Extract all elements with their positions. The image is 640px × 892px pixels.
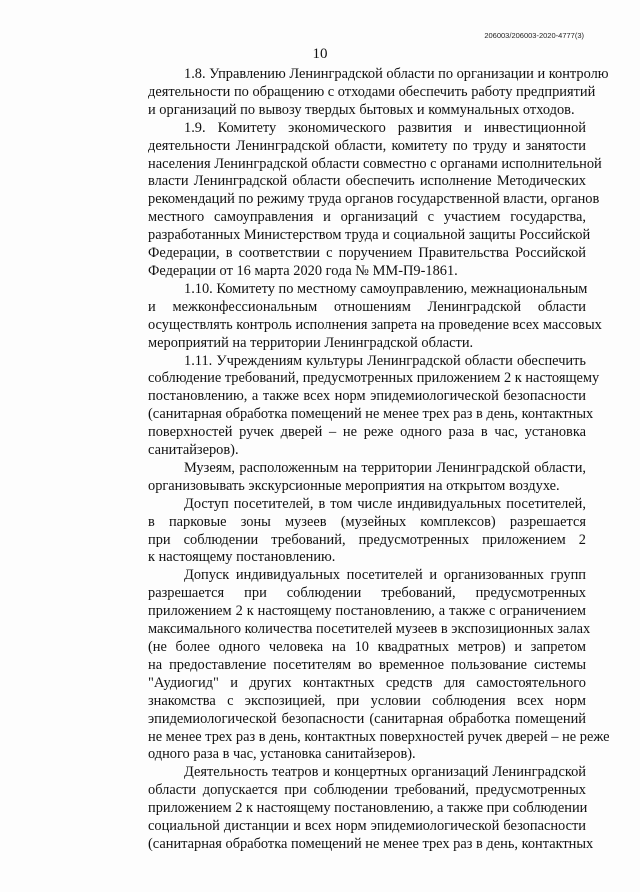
text-line: 1.11. Учреждениям культуры Ленинградской области обеспечить	[184, 352, 586, 369]
text-line: Музеям, расположенным на территории Ленинградской области,	[184, 459, 586, 476]
text-line: разработанных Министерством труда и социальной защиты Российской	[148, 227, 591, 244]
text-line: приложением 2 к настоящему постановлению, а также с ограничением	[148, 603, 586, 620]
text-line: приложением 2 к настоящему постановлению, а также при соблюдении	[148, 800, 588, 817]
text-line: деятельности по обращению с отходами обеспечить работу предприятий	[148, 83, 596, 100]
paragraph-group-admission	[112, 567, 610, 764]
text-line: постановлению, а также всех норм эпидемиологической безопасности	[148, 388, 586, 405]
text-line: Федерации, в соответствии с поручением Правительства Российской	[148, 245, 586, 262]
text-line: Допуск индивидуальных посетителей и организованных групп	[184, 567, 586, 584]
text-line: соблюдение требований, предусмотренных приложением 2 к настоящему	[148, 370, 600, 387]
paragraph-1-10	[112, 280, 602, 353]
text-line: деятельности Ленинградской области, комитету по труду и занятости	[148, 137, 586, 154]
text-line: поверхностей ручек дверей – не реже одного раза в час, установка	[148, 424, 586, 441]
text-line: Деятельность театров и концертных организаций Ленинградской	[184, 764, 586, 781]
text-line: знакомства с экспозицией, при условии соблюдения всех норм	[148, 692, 586, 709]
text-line: социальной дистанции и всех норм эпидемиологической безопасности	[148, 818, 586, 835]
text-line: Доступ посетителей, в том числе индивидуальных посетителей,	[184, 495, 586, 512]
text-line: в парковые зоны музеев (музейных комплексов) разрешается	[148, 513, 586, 530]
text-line: (санитарная обработка помещений не менее трех раз в день, контактных	[148, 835, 594, 852]
text-line: максимального количества посетителей музеев в экспозиционных залах	[148, 621, 591, 638]
text-line: Федерации от 16 марта 2020 года № ММ-П9-1861.	[148, 262, 458, 279]
paragraph-theatres	[112, 764, 594, 854]
text-line: организовывать экскурсионные мероприятия на открытом воздухе.	[148, 477, 560, 494]
page-number: 10	[312, 46, 328, 62]
text-line: области допускается при соблюдении требований, предусмотренных	[148, 782, 586, 799]
text-line: 1.9. Комитету экономического развития и инвестиционной	[184, 119, 586, 136]
paragraph-1-11	[112, 352, 600, 460]
text-line: не менее трех раз в день, контактных поверхностей ручек дверей – не реже	[148, 728, 610, 745]
text-line: разрешается при соблюдении требований, предусмотренных	[148, 585, 586, 602]
text-line: эпидемиологической безопасности (санитарная обработка помещений	[148, 710, 586, 727]
text-line: и организаций по вывозу твердых бытовых и коммунальных отходов.	[148, 101, 575, 118]
text-line: 1.10. Комитету по местному самоуправлению, межнациональным	[184, 280, 588, 297]
text-line: (не более одного человека на 10 квадратных метров) и запретом	[148, 639, 586, 655]
text-line: населения Ленинградской области совместно с органами исполнительной	[148, 155, 602, 172]
text-line: (санитарная обработка помещений не менее трех раз в день, контактных	[148, 406, 594, 423]
document-registration-number: 206003/206003-2020-4777(3)	[484, 31, 584, 40]
text-line: "Аудиогид" и других контактных средств для самостоятельного	[148, 674, 586, 691]
text-line: власти Ленинградской области обеспечить исполнение Методических	[148, 173, 586, 190]
text-line: местного самоуправления и организаций с участием государства,	[148, 209, 586, 226]
paragraph-visitor-access	[112, 496, 586, 568]
text-line: осуществлять контроль исполнения запрета на проведение всех массовых	[148, 316, 602, 333]
document-body	[112, 66, 610, 854]
paragraph-1-9	[112, 119, 602, 281]
text-line: к настоящему постановлению.	[148, 549, 336, 566]
paragraph-museums	[112, 460, 586, 496]
paragraph-1-8	[112, 66, 609, 120]
text-line: на предоставление посетителям во временное пользование системы	[148, 656, 586, 673]
text-line: одного раза в час, установка санитайзеров).	[148, 746, 416, 763]
text-line: 1.8. Управлению Ленинградской области по организации и контролю	[184, 66, 609, 82]
text-line: рекомендаций по режиму труда органов государственной власти, органов	[148, 191, 600, 208]
text-line: при соблюдении требований, предусмотренных приложением 2	[148, 531, 586, 548]
text-line: санитайзеров).	[148, 442, 239, 459]
text-line: и межконфессиональным отношениям Ленинградской области	[148, 298, 586, 315]
text-line: мероприятий на территории Ленинградской области.	[148, 334, 474, 351]
